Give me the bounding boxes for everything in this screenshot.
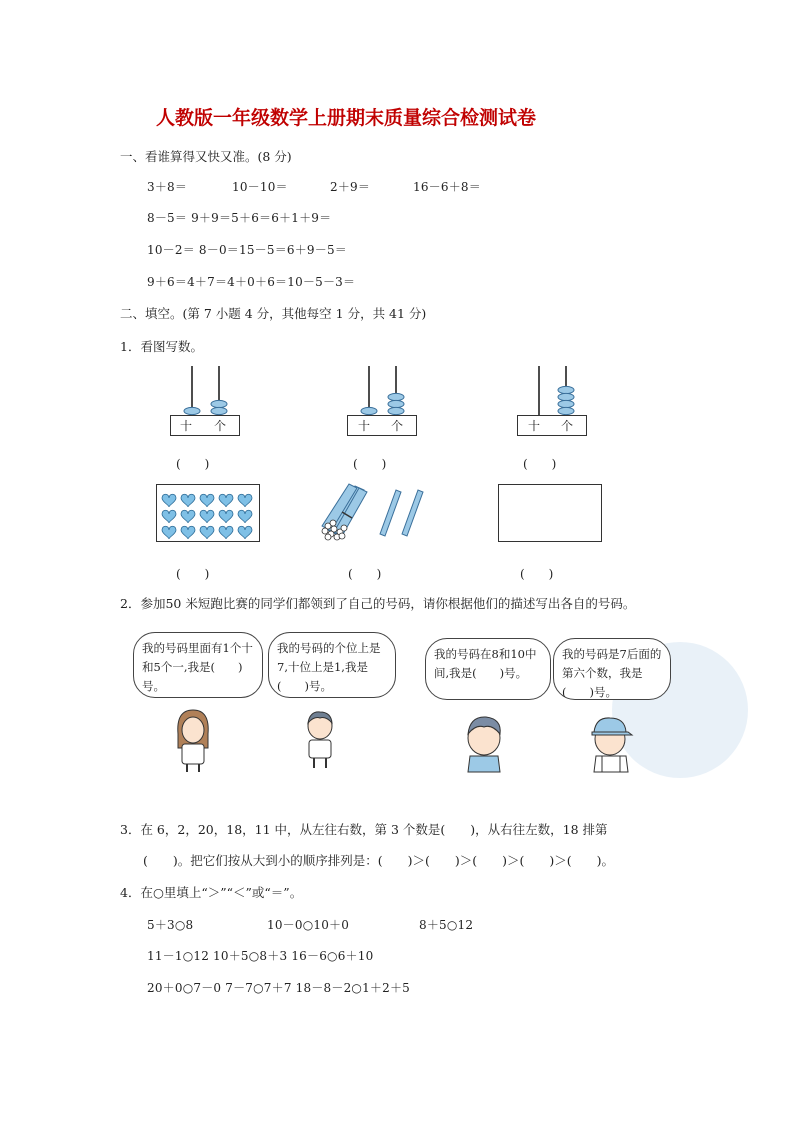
q3-line1: 3．在 6，2，20，18，11 中，从左往右数，第 3 个数是( )，从右往左数，18 排第 xyxy=(120,822,608,837)
abacus-bead xyxy=(388,400,404,407)
answer-blank-5[interactable]: ( ) xyxy=(348,567,382,581)
q1-label: 1．看图写数。 xyxy=(120,339,203,354)
heart-icon xyxy=(162,526,176,539)
abacus-bead xyxy=(361,407,377,414)
section1-heading: 一、看谁算得又快又准。(8 分) xyxy=(120,149,292,164)
heart-icon xyxy=(219,526,233,539)
abacus-bead xyxy=(558,400,574,407)
abacus-bead xyxy=(184,407,200,414)
boy-figure-cap xyxy=(588,712,634,774)
calc-row-3: 10－2＝ 8－0＝15－5＝6＋9－5＝ xyxy=(147,243,347,257)
heart-icon xyxy=(238,494,252,507)
heart-icon xyxy=(181,510,195,523)
calc-row-1-a: 3＋8＝ xyxy=(147,180,188,194)
abacus-bead xyxy=(211,407,227,414)
hearts-grid xyxy=(157,485,259,541)
answer-blank-1[interactable]: ( ) xyxy=(176,457,210,471)
q4-label: 4．在○里填上“＞”“＜”或“＝”。 xyxy=(120,885,303,900)
heart-icon xyxy=(181,526,195,539)
abacus-tens-label: 十 xyxy=(528,419,541,433)
compare-row-3: 20＋0○7－0 7－7○7＋7 18－8－2○1＋2＋5 xyxy=(147,981,410,995)
calc-row-2: 8－5＝ 9＋9＝5＋6＝6＋1＋9＝ xyxy=(147,211,332,225)
heart-icon xyxy=(219,510,233,523)
answer-blank-2[interactable]: ( ) xyxy=(353,457,387,471)
heart-icon xyxy=(200,526,214,539)
q3-line2: ( )。把它们按从大到小的顺序排列是：( )＞( )＞( )＞( )＞( )。 xyxy=(143,853,615,868)
compare-row-1-a: 5＋3○8 xyxy=(147,918,194,932)
heart-icon xyxy=(162,510,176,523)
heart-icon xyxy=(162,494,176,507)
calc-row-4: 9＋6＝4＋7＝4＋0＋6＝10－5－3＝ xyxy=(147,275,356,289)
speech-bubble-3: 我的号码在8和10中间,我是( )号。 xyxy=(425,638,551,700)
abacus-ones-label: 个 xyxy=(214,419,227,433)
heart-icon xyxy=(200,510,214,523)
answer-blank-6[interactable]: ( ) xyxy=(520,567,554,581)
abacus-tens-label: 十 xyxy=(180,419,193,433)
compare-row-1-b: 10－0○10＋0 xyxy=(267,918,350,932)
abacus-bead xyxy=(388,407,404,414)
speech-bubble-4: 我的号码是7后面的第六个数，我是( )号。 xyxy=(553,638,671,700)
girl-figure xyxy=(172,708,214,774)
heart-icon xyxy=(238,526,252,539)
abacus-bead xyxy=(388,393,404,400)
boy-figure-1 xyxy=(302,708,338,770)
answer-blank-3[interactable]: ( ) xyxy=(523,457,557,471)
calc-row-1-b: 10－10＝ xyxy=(232,180,288,194)
compare-row-2: 11－1○12 10＋5○8＋3 16－6○6＋10 xyxy=(147,949,374,963)
section2-heading: 二、填空。(第 7 小题 4 分，其他每空 1 分，共 41 分) xyxy=(120,306,427,321)
calc-row-1-c: 2＋9＝ xyxy=(330,180,371,194)
calc-row-1-d: 16－6＋8＝ xyxy=(413,180,481,194)
heart-icon xyxy=(181,494,195,507)
page-title: 人教版一年级数学上册期末质量综合检测试卷 xyxy=(156,107,537,129)
heart-icon xyxy=(219,494,233,507)
abacus-ones-label: 个 xyxy=(391,419,404,433)
abacus-bead xyxy=(558,386,574,393)
abacus-ones-label: 个 xyxy=(561,419,574,433)
abacus-bead xyxy=(558,407,574,414)
abacus-bead xyxy=(211,400,227,407)
boy-figure-2 xyxy=(462,712,506,774)
hearts-box xyxy=(156,484,260,542)
heart-icon xyxy=(238,510,252,523)
speech-bubble-2: 我的号码的个位上是7,十位上是1,我是( )号。 xyxy=(268,632,396,698)
answer-blank-4[interactable]: ( ) xyxy=(176,567,210,581)
abacus-tens-label: 十 xyxy=(358,419,371,433)
q2-label: 2．参加50 米短跑比赛的同学们都领到了自己的号码，请你根据他们的描述写出各自的号码。 xyxy=(120,596,636,611)
speech-bubble-1: 我的号码里面有1个十和5个一,我是( )号。 xyxy=(133,632,263,698)
empty-drawing-box[interactable] xyxy=(498,484,602,542)
heart-icon xyxy=(200,494,214,507)
sticks-illustration xyxy=(320,480,430,545)
abacus-bead xyxy=(558,393,574,400)
compare-row-1-c: 8＋5○12 xyxy=(419,918,474,932)
